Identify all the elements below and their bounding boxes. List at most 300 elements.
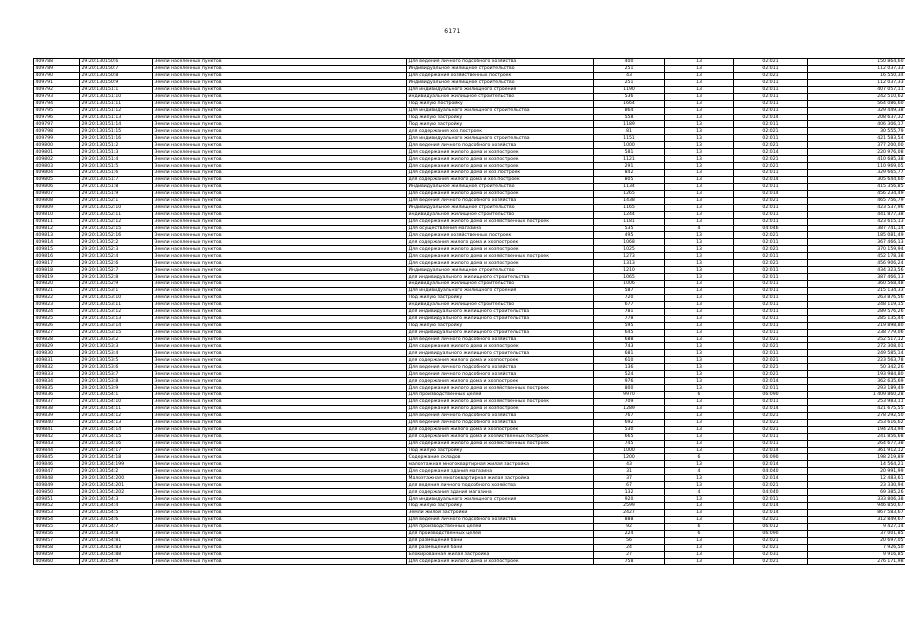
- use-group-cell: 13: [665, 308, 734, 315]
- use-group-cell: 13: [665, 176, 734, 183]
- row-number-cell: 409825: [34, 315, 80, 322]
- use-group-cell: 13: [665, 156, 734, 163]
- cadastral-value-cell: 23 330,94: [808, 482, 905, 489]
- use-group-cell: 13: [665, 114, 734, 121]
- use-code-cell: 02:014: [734, 475, 808, 482]
- permitted-use-cell: Для оcуществления магазина: [407, 225, 594, 232]
- area-cell: 558: [594, 114, 665, 121]
- permitted-use-cell: Под жилую застройку: [407, 503, 594, 510]
- cadastral-value-cell: 14 564,21: [808, 461, 905, 468]
- land-category-cell: Земли населенных пунктов: [153, 183, 407, 190]
- permitted-use-cell: малоэтажная многоквартирная жилая застройка: [407, 461, 594, 468]
- use-group-cell: 13: [665, 329, 734, 336]
- use-code-cell: 02:011: [734, 218, 808, 225]
- row-number-cell: 409803: [34, 163, 80, 170]
- row-number-cell: 409837: [34, 398, 80, 405]
- cadastral-value-cell: 362 635,69: [808, 378, 905, 385]
- use-code-cell: 02:011: [734, 308, 808, 315]
- table-row: [34, 225, 905, 232]
- area-cell: 610: [594, 357, 665, 364]
- cadastral-number-cell: 29:20:130153:4: [80, 350, 153, 357]
- page-number: 6171: [444, 28, 461, 35]
- permitted-use-cell: Для содержания жилого дома и хозпостроек: [407, 190, 594, 197]
- use-group-cell: 13: [665, 59, 734, 66]
- use-group-cell: 13: [665, 267, 734, 274]
- permitted-use-cell: индивидуальное жилищное строительство: [407, 281, 594, 288]
- use-group-cell: 13: [665, 364, 734, 371]
- use-group-cell: 6: [665, 392, 734, 399]
- cadastral-number-cell: 29:20:130152:12: [80, 218, 153, 225]
- cadastral-value-cell: 30 555,79: [808, 128, 905, 135]
- use-code-cell: 06:090: [734, 454, 808, 461]
- cadastral-number-cell: 29:20:130151:2: [80, 142, 153, 149]
- land-category-cell: Земли населенных пунктов: [153, 412, 407, 419]
- use-code-cell: 02:011: [734, 350, 808, 357]
- table-row: [34, 475, 905, 482]
- row-number-cell: 409856: [34, 530, 80, 537]
- row-number-cell: 409806: [34, 183, 80, 190]
- table-row: [34, 79, 905, 86]
- land-category-cell: Земли населенных пунктов: [153, 537, 407, 544]
- area-cell: 291: [594, 163, 665, 170]
- land-category-cell: Земли населенных пунктов: [153, 433, 407, 440]
- cadastral-value-cell: 329 449,38: [808, 107, 905, 114]
- cadastral-number-cell: 29:20:130154:6: [80, 516, 153, 523]
- permitted-use-cell: для содержания здания магазина: [407, 489, 594, 496]
- cadastral-number-cell: 29:20:130151:11: [80, 100, 153, 107]
- table-row: [34, 190, 905, 197]
- use-code-cell: 02:021: [734, 482, 808, 489]
- cadastral-value-cell: 264 677,38: [808, 440, 905, 447]
- permitted-use-cell: для индивидуального жилищного строительства: [407, 308, 594, 315]
- row-number-cell: 409860: [34, 558, 80, 565]
- cadastral-value-cell: 37 001,85: [808, 530, 905, 537]
- use-code-cell: 04:046: [734, 225, 808, 232]
- permitted-use-cell: Для индивидуального жилищного строения: [407, 287, 594, 294]
- area-cell: 1265: [594, 190, 665, 197]
- use-code-cell: 02:021: [734, 163, 808, 170]
- cadastral-number-cell: 29:20:130152:11: [80, 211, 153, 218]
- row-number-cell: 409792: [34, 86, 80, 93]
- area-cell: 1244: [594, 211, 665, 218]
- area-cell: 758: [594, 558, 665, 565]
- row-number-cell: 409797: [34, 121, 80, 128]
- cadastral-value-cell: 285 135,44: [808, 315, 905, 322]
- area-cell: 535: [594, 225, 665, 232]
- area-cell: 581: [594, 149, 665, 156]
- area-cell: 1313: [594, 260, 665, 267]
- cadastral-number-cell: 29:20:130153:2: [80, 336, 153, 343]
- permitted-use-cell: Индивидуальное жилищное строительство: [407, 79, 594, 86]
- use-code-cell: 02:021: [734, 197, 808, 204]
- use-code-cell: 02:011: [734, 398, 808, 405]
- cadastral-number-cell: 29:20:130152:3: [80, 246, 153, 253]
- land-category-cell: Земли населенных пунктов: [153, 336, 407, 343]
- cadastral-number-cell: 29:20:130153:13: [80, 315, 153, 322]
- use-group-cell: 13: [665, 496, 734, 503]
- cadastral-number-cell: 29:20:130151:8: [80, 183, 153, 190]
- land-category-cell: Земли населенных пунктов: [153, 405, 407, 412]
- use-code-cell: 02:011: [734, 267, 808, 274]
- permitted-use-cell: Для содержания жилого дома и хозпостроек: [407, 156, 594, 163]
- row-number-cell: 409800: [34, 142, 80, 149]
- cadastral-value-cell: 946 850,67: [808, 503, 905, 510]
- cadastral-value-cell: 434 323,56: [808, 267, 905, 274]
- area-cell: 587: [594, 287, 665, 294]
- cadastral-value-cell: 421 675,55: [808, 405, 905, 412]
- row-number-cell: 409798: [34, 128, 80, 135]
- use-group-cell: 6: [665, 523, 734, 530]
- cadastral-number-cell: 29:20:130151:14: [80, 121, 153, 128]
- cadastral-number-cell: 29:20:130154:4: [80, 503, 153, 510]
- land-category-cell: Земли населенных пунктов: [153, 558, 407, 565]
- cadastral-number-cell: 29:20:130153:1: [80, 287, 153, 294]
- table-row: [34, 294, 905, 301]
- use-code-cell: 02:014: [734, 149, 808, 156]
- row-number-cell: 409796: [34, 114, 80, 121]
- area-cell: 27: [594, 551, 665, 558]
- land-category-cell: Земли населенных пунктов: [153, 260, 407, 267]
- area-cell: 665: [594, 433, 665, 440]
- table-row: [34, 121, 905, 128]
- cadastral-number-cell: 29:20:130153:14: [80, 322, 153, 329]
- table-row: [34, 530, 905, 537]
- table-row: [34, 274, 905, 281]
- table-row: [34, 197, 905, 204]
- permitted-use-cell: Содержание складов: [407, 454, 594, 461]
- cadastral-number-cell: 29:20:130154:81: [80, 537, 153, 544]
- use-code-cell: 02:014: [734, 378, 808, 385]
- permitted-use-cell: Для содержания жилого дома и хозяйственных построек: [407, 385, 594, 392]
- area-cell: 1190: [594, 86, 665, 93]
- land-category-cell: Земли населенных пунктов: [153, 142, 407, 149]
- row-number-cell: 409826: [34, 322, 80, 329]
- row-number-cell: 409847: [34, 468, 80, 475]
- permitted-use-cell: Земли жилой застройки: [407, 509, 594, 516]
- use-group-cell: 4: [665, 489, 734, 496]
- cadastral-number-cell: 29:20:130153:7: [80, 371, 153, 378]
- use-code-cell: 02:011: [734, 239, 808, 246]
- permitted-use-cell: Для ведения личного подсобного хозяйства: [407, 336, 594, 343]
- area-cell: 24: [594, 544, 665, 551]
- row-number-cell: 409820: [34, 281, 80, 288]
- area-cell: 1068: [594, 239, 665, 246]
- area-cell: 1210: [594, 267, 665, 274]
- cadastral-value-cell: 867 583,67: [808, 509, 905, 516]
- permitted-use-cell: Для содержания здания магазина: [407, 468, 594, 475]
- row-number-cell: 409789: [34, 65, 80, 72]
- permitted-use-cell: Для содержания жилого дома и хозяйственных построек: [407, 440, 594, 447]
- cadastral-value-cell: 20 697,05: [808, 537, 905, 544]
- use-group-cell: 13: [665, 287, 734, 294]
- area-cell: 1151: [594, 135, 665, 142]
- use-code-cell: 02:021: [734, 232, 808, 239]
- use-code-cell: 02:021: [734, 59, 808, 66]
- land-category-cell: Земли населенных пунктов: [153, 544, 407, 551]
- table-row: [34, 156, 905, 163]
- land-category-cell: Земли населенных пунктов: [153, 239, 407, 246]
- cadastral-value-cell: 456 906,24: [808, 260, 905, 267]
- permitted-use-cell: Для содержания жилого дома и хозпостроек: [407, 149, 594, 156]
- use-group-cell: 13: [665, 65, 734, 72]
- cadastral-number-cell: 29:20:130154:9: [80, 558, 153, 565]
- cadastral-value-cell: 272 308,01: [808, 343, 905, 350]
- cadastral-number-cell: 29:20:130154:3: [80, 496, 153, 503]
- permitted-use-cell: Малоэтажная многоквартирная жилая застройка: [407, 475, 594, 482]
- table-row: [34, 385, 905, 392]
- land-category-cell: Земли населенных пунктов: [153, 357, 407, 364]
- cadastral-value-cell: 194 243,94: [808, 426, 905, 433]
- cadastral-value-cell: 16 550,34: [808, 72, 905, 79]
- row-number-cell: 409813: [34, 232, 80, 239]
- area-cell: 37: [594, 475, 665, 482]
- use-group-cell: 13: [665, 412, 734, 419]
- use-group-cell: 13: [665, 107, 734, 114]
- row-number-cell: 409810: [34, 211, 80, 218]
- use-group-cell: 4: [665, 225, 734, 232]
- row-number-cell: 409845: [34, 454, 80, 461]
- use-code-cell: 02:011: [734, 204, 808, 211]
- cadastral-value-cell: 112 037,33: [808, 65, 905, 72]
- permitted-use-cell: для производственных целей: [407, 530, 594, 537]
- area-cell: 81: [594, 128, 665, 135]
- use-group-cell: 13: [665, 433, 734, 440]
- permitted-use-cell: Для содержания жилого дома и хозпостроек: [407, 343, 594, 350]
- use-code-cell: 02:021: [734, 142, 808, 149]
- permitted-use-cell: Под жилую застройку: [407, 114, 594, 121]
- use-code-cell: 02:011: [734, 86, 808, 93]
- table-row: [34, 364, 905, 371]
- use-code-cell: 06:090: [734, 530, 808, 537]
- cadastral-value-cell: 276 171,98: [808, 558, 905, 565]
- cadastral-number-cell: 29:20:130153:5: [80, 357, 153, 364]
- area-cell: 888: [594, 516, 665, 523]
- land-category-cell: Земли населенных пунктов: [153, 294, 407, 301]
- use-code-cell: 02:011: [734, 496, 808, 503]
- area-cell: 43: [594, 72, 665, 79]
- table-row: [34, 336, 905, 343]
- cadastral-value-cell: 387 466,13: [808, 274, 905, 281]
- permitted-use-cell: Для ведения личного подсобного хозяйства: [407, 412, 594, 419]
- use-code-cell: 02:014: [734, 503, 808, 510]
- cadastral-number-cell: 29:20:130154:14: [80, 426, 153, 433]
- table-body: [34, 59, 905, 565]
- row-number-cell: 409818: [34, 267, 80, 274]
- table-row: [34, 218, 905, 225]
- row-number-cell: 409829: [34, 343, 80, 350]
- cadastral-number-cell: 29:20:130151:15: [80, 128, 153, 135]
- use-group-cell: 13: [665, 232, 734, 239]
- land-category-cell: Земли населенных пунктов: [153, 482, 407, 489]
- row-number-cell: 409854: [34, 516, 80, 523]
- permitted-use-cell: для индивидуального жилищного строительства: [407, 350, 594, 357]
- cadastral-value-cell: 293 189,49: [808, 385, 905, 392]
- permitted-use-cell: для индивидуального жилищного строительства: [407, 274, 594, 281]
- table-row: [34, 107, 905, 114]
- land-category-cell: Земли населенных пунктов: [153, 59, 407, 66]
- row-number-cell: 409855: [34, 523, 80, 530]
- land-category-cell: Земли населенных пунктов: [153, 419, 407, 426]
- area-cell: 976: [594, 378, 665, 385]
- use-group-cell: 13: [665, 301, 734, 308]
- table-row: [34, 287, 905, 294]
- use-group-cell: 13: [665, 343, 734, 350]
- area-cell: 645: [594, 329, 665, 336]
- land-category-cell: Земли населенных пунктов: [153, 475, 407, 482]
- land-category-cell: Земли населенных пунктов: [153, 176, 407, 183]
- row-number-cell: 409812: [34, 225, 80, 232]
- row-number-cell: 409828: [34, 336, 80, 343]
- land-category-cell: Земли населенных пунктов: [153, 135, 407, 142]
- area-cell: 781: [594, 308, 665, 315]
- cadastral-number-cell: 29:20:130153:10: [80, 294, 153, 301]
- land-category-cell: Земли населенных пунктов: [153, 496, 407, 503]
- area-cell: 842: [594, 170, 665, 177]
- row-number-cell: 409844: [34, 447, 80, 454]
- cadastral-value-cell: 12 483,61: [808, 475, 905, 482]
- row-number-cell: 409809: [34, 204, 80, 211]
- table-row: [34, 100, 905, 107]
- table-row: [34, 149, 905, 156]
- row-number-cell: 409817: [34, 260, 80, 267]
- land-category-cell: Земли населенных пунктов: [153, 509, 407, 516]
- use-group-cell: 13: [665, 135, 734, 142]
- table-row: [34, 454, 905, 461]
- table-row: [34, 516, 905, 523]
- use-code-cell: 02:014: [734, 461, 808, 468]
- use-code-cell: 02:011: [734, 121, 808, 128]
- use-group-cell: 13: [665, 398, 734, 405]
- permitted-use-cell: Для производственных целей: [407, 392, 594, 399]
- land-category-cell: Земли населенных пунктов: [153, 232, 407, 239]
- land-category-cell: Земли населенных пунктов: [153, 392, 407, 399]
- cadastral-number-cell: 29:20:130154:17: [80, 447, 153, 454]
- permitted-use-cell: Для ведения личного подсобного хозяйства: [407, 419, 594, 426]
- table-row: [34, 544, 905, 551]
- permitted-use-cell: Индивидуальное жилищное строительство: [407, 204, 594, 211]
- row-number-cell: 409849: [34, 482, 80, 489]
- cadastral-value-cell: 289 576,26: [808, 308, 905, 315]
- permitted-use-cell: для содержания жилого дома и хозпостроек: [407, 357, 594, 364]
- row-number-cell: 409824: [34, 308, 80, 315]
- area-cell: 43: [594, 461, 665, 468]
- use-code-cell: 02:011: [734, 135, 808, 142]
- row-number-cell: 409857: [34, 537, 80, 544]
- use-group-cell: 13: [665, 426, 734, 433]
- use-group-cell: 13: [665, 72, 734, 79]
- row-number-cell: 409819: [34, 274, 80, 281]
- table-row: [34, 281, 905, 288]
- cadastral-value-cell: 150 864,60: [808, 59, 905, 66]
- land-category-cell: Земли населенных пунктов: [153, 121, 407, 128]
- use-group-cell: 13: [665, 461, 734, 468]
- use-group-cell: 13: [665, 503, 734, 510]
- use-group-cell: 13: [665, 183, 734, 190]
- permitted-use-cell: Для содержания жилого дома и хоз.построек: [407, 170, 594, 177]
- use-code-cell: 02:011: [734, 301, 808, 308]
- use-code-cell: 02:014: [734, 405, 808, 412]
- row-number-cell: 409794: [34, 100, 80, 107]
- row-number-cell: 409823: [34, 301, 80, 308]
- table-row: [34, 135, 905, 142]
- table-row: [34, 412, 905, 419]
- row-number-cell: 409831: [34, 357, 80, 364]
- permitted-use-cell: для содержания жилого дома и хозпостроек: [407, 426, 594, 433]
- cadastral-value-cell: 9 427,14: [808, 523, 905, 530]
- permitted-use-cell: Под жилую постройку: [407, 100, 594, 107]
- area-cell: 1273: [594, 253, 665, 260]
- cadastral-number-cell: 29:20:130151:7: [80, 176, 153, 183]
- use-code-cell: 02:011: [734, 287, 808, 294]
- table-row: [34, 433, 905, 440]
- land-category-cell: Земли населенных пунктов: [153, 93, 407, 100]
- use-group-cell: 13: [665, 447, 734, 454]
- use-code-cell: 02:011: [734, 385, 808, 392]
- use-code-cell: 02:021: [734, 246, 808, 253]
- use-code-cell: 02:011: [734, 274, 808, 281]
- permitted-use-cell: для содержания жилого дома и хозпостроек: [407, 239, 594, 246]
- cadastral-value-cell: 441 877,38: [808, 211, 905, 218]
- cadastral-number-cell: 29:20:130150:8: [80, 72, 153, 79]
- use-group-cell: 13: [665, 281, 734, 288]
- permitted-use-cell: для содержания жилого дома и хоз.построек: [407, 176, 594, 183]
- area-cell: 224: [594, 530, 665, 537]
- land-category-cell: Земли населенных пунктов: [153, 301, 407, 308]
- land-category-cell: Земли населенных пунктов: [153, 149, 407, 156]
- area-cell: 1438: [594, 197, 665, 204]
- area-cell: 1664: [594, 100, 665, 107]
- table-row: [34, 170, 905, 177]
- use-code-cell: 02:011: [734, 65, 808, 72]
- use-group-cell: 13: [665, 218, 734, 225]
- cadastral-number-cell: 29:20:130154:18: [80, 454, 153, 461]
- cadastral-value-cell: 249 585,14: [808, 350, 905, 357]
- cadastral-value-cell: 185 081,49: [808, 232, 905, 239]
- cadastral-value-cell: 415 356,85: [808, 183, 905, 190]
- cadastral-value-cell: 220 976,08: [808, 149, 905, 156]
- permitted-use-cell: индивидуальное жилищное строительство: [407, 211, 594, 218]
- table-row: [34, 489, 905, 496]
- use-group-cell: 13: [665, 537, 734, 544]
- permitted-use-cell: Под жилую застройку: [407, 447, 594, 454]
- land-category-cell: Земли населенных пунктов: [153, 128, 407, 135]
- table-row: [34, 142, 905, 149]
- use-code-cell: 02:014: [734, 190, 808, 197]
- use-group-cell: 13: [665, 86, 734, 93]
- cadastral-number-cell: 29:20:130151:16: [80, 135, 153, 142]
- cadastral-value-cell: 253 616,62: [808, 419, 905, 426]
- cadastral-value-cell: 360 568,48: [808, 281, 905, 288]
- row-number-cell: 409841: [34, 426, 80, 433]
- land-category-cell: Земли населенных пунктов: [153, 468, 407, 475]
- use-group-cell: 13: [665, 253, 734, 260]
- use-code-cell: 02:021: [734, 156, 808, 163]
- area-cell: 1165: [594, 204, 665, 211]
- land-category-cell: Земли населенных пунктов: [153, 86, 407, 93]
- use-code-cell: 02:011: [734, 79, 808, 86]
- use-code-cell: 02:011: [734, 93, 808, 100]
- row-number-cell: 409840: [34, 419, 80, 426]
- land-category-cell: Земли населенных пунктов: [153, 440, 407, 447]
- row-number-cell: 409846: [34, 461, 80, 468]
- cadastral-value-cell: 110 969,05: [808, 163, 905, 170]
- use-group-cell: 13: [665, 142, 734, 149]
- permitted-use-cell: Под жилую застройку: [407, 294, 594, 301]
- area-cell: 400: [594, 59, 665, 66]
- area-cell: 778: [594, 315, 665, 322]
- permitted-use-cell: для содержания жилого дома и хозпостроек: [407, 378, 594, 385]
- use-code-cell: 02:014: [734, 114, 808, 121]
